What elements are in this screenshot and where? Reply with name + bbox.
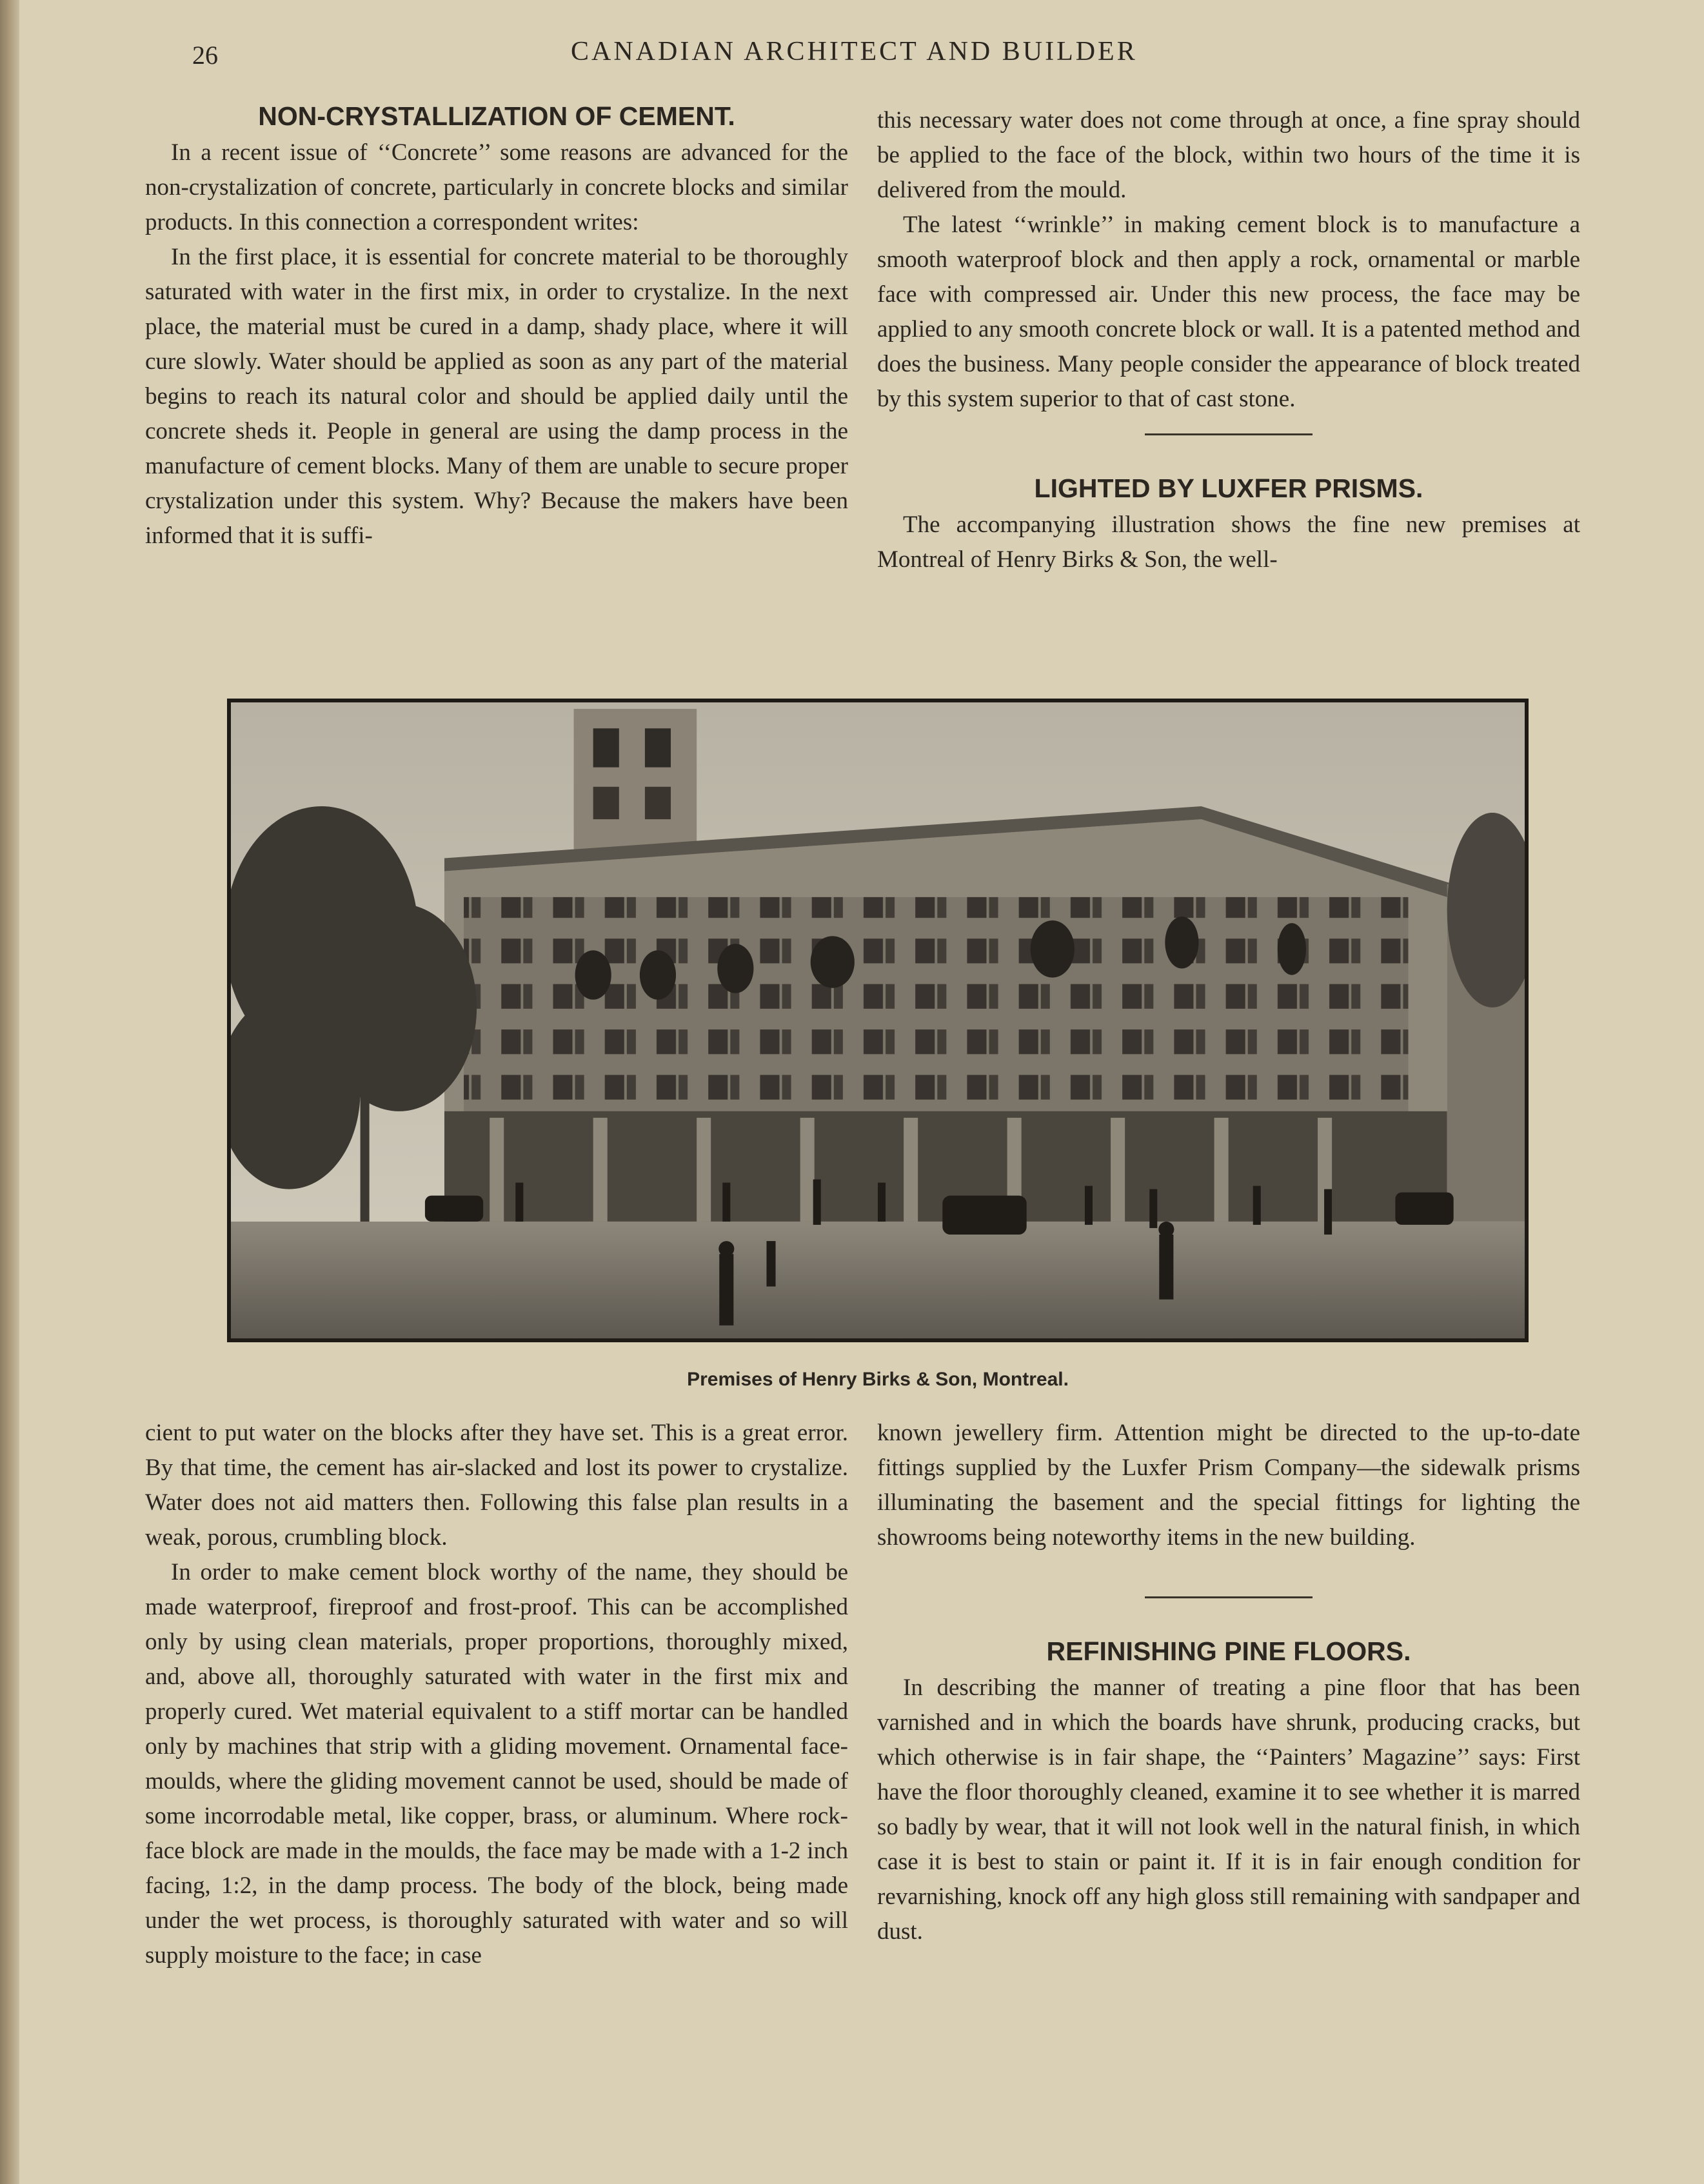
- cement-paragraph-3: cient to put water on the blocks after they have set. This is a great error. By that time, the cement has air-slacked and lost its power to crystalize. Water does not aid matters then. Following this false plan results in a weak, porous, crumbling block.: [145, 1420, 848, 1551]
- section-divider: [1145, 1596, 1313, 1598]
- column-top-left: [145, 97, 848, 553]
- cement-paragraph-5: this necessary water does not come through at once, a fine spray should be applied to the face of the block, within two hours of the time it is delivered from the mould.: [877, 107, 1580, 203]
- column-bottom-right: [877, 1416, 1580, 1949]
- column-top-right: [877, 103, 1580, 577]
- cement-paragraph-2: In the first place, it is essential for concrete material to be thoroughly saturated with water in the first mix, in order to crystalize. In the next place, the material must be cured in a damp, shady place, where it will cure slowly. Water should be applied as soon as any part of the material begins to reach its natural color and should be applied daily until the concrete sheds it. People in general are using the damp process in the manufacture of cement blocks. Many of them are unable to secure proper crystalization under this system. Why? Because the makers have been informed that it is suffi-: [145, 244, 848, 549]
- heading-luxfer: LIGHTED BY LUXFER PRISMS.: [1034, 473, 1423, 503]
- book-binding-edge: [0, 0, 19, 2184]
- cement-paragraph-1: In a recent issue of ‘‘Concrete’’ some reasons are advanced for the non-crystalization of concrete, particularly in concrete blocks and similar products. In this connection a correspondent writes:: [145, 139, 848, 235]
- running-title: CANADIAN ARCHITECT AND BUILDER: [571, 37, 1138, 66]
- building-illustration: [227, 699, 1529, 1342]
- birks-building-engraving: [231, 702, 1525, 1338]
- cement-paragraph-4: In order to make cement block worthy of the name, they should be made waterproof, fireproof and frost-proof. This can be accomplished only by using clean materials, proper proportions, thoroughly mixed, and, above all, thoroughly saturated with water in the first mix and properly cured. Wet material equivalent to a stiff mortar can be handled only by machines that strip with a gliding movement. Ornamental face-moulds, where the gliding movement cannot be used, should be made of some incorrodable metal, like copper, brass, or aluminum. Where rock-face block are made in the moulds, the face may be made with a 1-2 inch facing, 1:2, in the damp process. The body of the block, being made under the wet process, is thoroughly saturated with water and so will supply moisture to the face; in case: [145, 1559, 848, 1969]
- heading-cement: NON-CRYSTALLIZATION OF CEMENT.: [258, 101, 735, 131]
- floors-paragraph-1: In describing the manner of treating a pine floor that has been varnished and in which the boards have shrunk, producing cracks, but which otherwise is in fair shape, the ‘‘Painters’ Magazine’’ says: First have the floor thoroughly cleaned, examine it to see whether it is marred so badly by wear, that it will not look well in the natural finish, in which case it is best to stain or paint it. If it is in fair enough condition for revarnishing, knock off any high gloss still remaining with sandpaper and dust.: [877, 1674, 1580, 1945]
- luxfer-paragraph-end: known jewellery firm. Attention might be directed to the up-to-date fittings supplied by the Luxfer Prism Company—the sidewalk prisms illuminating the basement and the special fittings for lighting the showrooms being noteworthy items in the new building.: [877, 1420, 1580, 1551]
- column-bottom-left: [145, 1416, 848, 1973]
- cement-paragraph-6: The latest ‘‘wrinkle’’ in making cement block is to manufacture a smooth waterproof block and then apply a rock, ornamental or marble face with compressed air. Under this new process, the face may be applied to any smooth concrete block or wall. It is a patented method and does the business. Many people consider the appearance of block treated by this system superior to that of cast stone.: [877, 212, 1580, 412]
- figure-caption: Premises of Henry Birks & Son, Montreal.: [687, 1369, 1069, 1390]
- page-number: 26: [192, 41, 218, 70]
- section-divider: [1145, 433, 1313, 435]
- heading-floors: REFINISHING PINE FLOORS.: [1046, 1636, 1411, 1666]
- luxfer-paragraph-start: The accompanying illustration shows the fine new premises at Montreal of Henry Birks & Son, the well-: [877, 511, 1580, 573]
